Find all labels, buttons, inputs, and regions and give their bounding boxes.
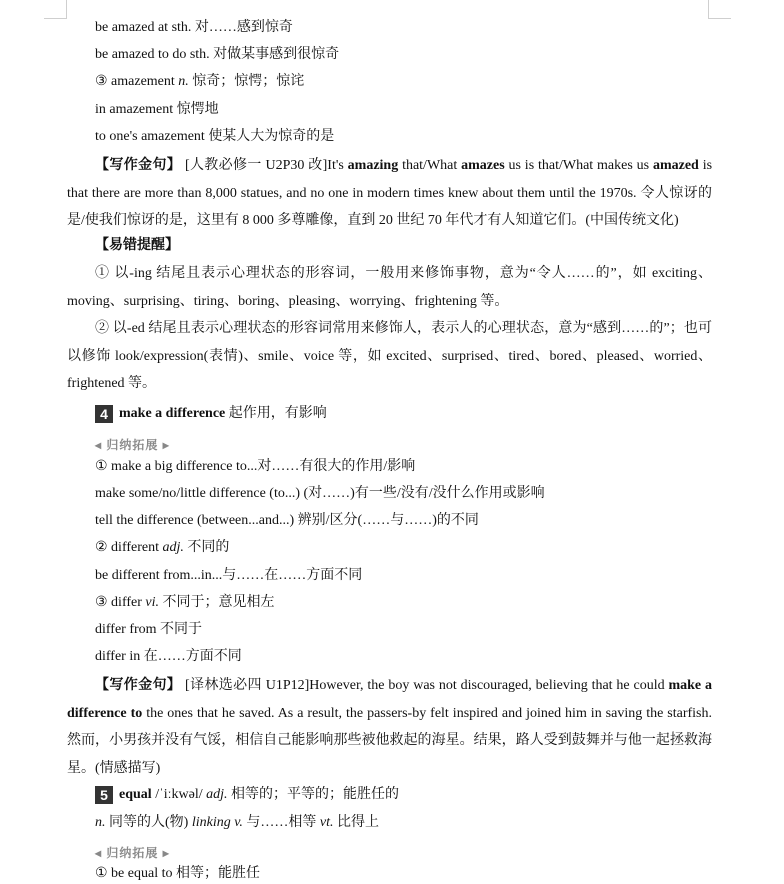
phrase-line: to one's amazement 使某人大为惊奇的是 [95,129,335,144]
phonetic: /ˈiːkwəl/ [155,787,203,802]
word-entry-line [95,593,275,613]
writing-example [67,672,712,782]
phrase-line: be different from...in...与……在……方面不同 [95,568,363,583]
crop-mark-left [44,0,67,19]
crop-mark-right [708,0,731,19]
mistake-note: ② 以-ed 结尾且表示心理状态的形容词常用来修饰人，表示人的心理状态，意为“感到……的”；也可以修饰 look/expression(表情)、smile、voice 等，如 excited、surprised、tired、bored、pleased、worried、frightened 等。 [67,321,712,391]
highlighted-word: amazes [461,158,505,173]
section-label: ◂ 归纳拓展 ▸ [95,438,170,452]
source-ref: [译林选必四 U1P12] [185,678,310,693]
word-meaning: 不同的 [187,540,230,555]
word-entry: ② different [95,540,159,555]
example-text: It's [327,158,348,173]
mistakes-heading [67,232,712,260]
word-meaning: 与……相等 [246,815,317,830]
example-text: the ones that he saved. As a result, the passers-by felt inspired and joined him in saving the starfish. 然而，小男孩并没有气馁，相信自己能影响那些被他救起的海星。结果，路人受到鼓舞并与他一起拯救海星。(情感描写) [67,705,713,776]
word-entry: ③ differ [95,595,142,610]
item-number: 5 [95,786,113,804]
item-number: 4 [95,405,113,423]
item-heading [95,785,399,805]
phrase-line: be amazed to do sth. 对做某事感到很惊奇 [95,47,340,62]
section-label: ◂ 归纳拓展 ▸ [95,846,170,860]
example-text: However, the boy was not discouraged, believing that he could [309,678,669,693]
word-meaning: 惊奇；惊愕；惊诧 [192,74,305,89]
part-of-speech: adj. [206,787,228,802]
word-senses-line [95,813,379,833]
part-of-speech: vi. [145,595,159,610]
example-text: that/What [398,158,462,173]
phrase-line: differ in 在……方面不同 [95,649,242,664]
highlighted-word: amazing [347,158,399,173]
writing-label: 【写作金句】 [95,158,182,173]
word-meaning: 同等的人(物) [109,815,189,830]
phrase-line: tell the difference (between...and...) 辨别/区分(……与……)的不同 [95,513,479,528]
mistake-note: ① 以-ing 结尾且表示心理状态的形容词，一般用来修饰事物，意为“令人……的”，如 exciting、moving、surprising、tiring、boring、pleasing、worrying、frightening 等。 [67,266,712,309]
phrase-line: ① be equal to 相等；能胜任 [95,866,260,881]
part-of-speech: vt. [319,815,334,830]
item-heading [95,404,327,424]
source-ref: [人教必修一 U2P30 改] [184,158,328,173]
word-meaning: 比得上 [337,815,379,830]
highlighted-word: amazed [652,158,699,173]
word-entry-line [95,72,304,92]
phrase-line: make some/no/little difference (to...) (对……)有一些/没有/没什么作用或影响 [95,486,545,501]
phrase-line: ① make a big difference to...对……有很大的作用/影响 [95,459,416,474]
word-meaning: 不同于；意见相左 [162,595,275,610]
writing-example [67,152,712,235]
part-of-speech: linking v. [191,815,243,830]
mistakes-label: 【易错提醒】 [95,238,179,253]
example-text: us is that/What makes us [504,158,653,173]
item-headword: make a difference [119,406,226,421]
highlighted-word: make a difference to [67,678,712,721]
item-headword: equal [119,787,152,802]
item-meaning: 相等的；平等的；能胜任的 [231,787,400,802]
part-of-speech: n. [178,74,189,89]
phrase-line: differ from 不同于 [95,622,203,637]
word-entry: ③ amazement [95,74,175,89]
example-text: is that there are more than 8,000 statues, and no one in modern times knew about them until the 1970s. 令人惊讶的是/使我们惊讶的是，这里有 8 000 多尊雕像，直到 20 世纪 70 年代才有人知道它们。(中国传统文化) [67,158,713,228]
item-meaning: 起作用，有影响 [228,406,327,421]
phrase-line: be amazed at sth. 对……感到惊奇 [95,20,293,35]
phrase-line: in amazement 惊愕地 [95,102,219,117]
writing-label: 【写作金句】 [95,678,182,693]
word-entry-line [95,538,229,558]
part-of-speech: adj. [162,540,184,555]
part-of-speech: n. [95,815,106,830]
